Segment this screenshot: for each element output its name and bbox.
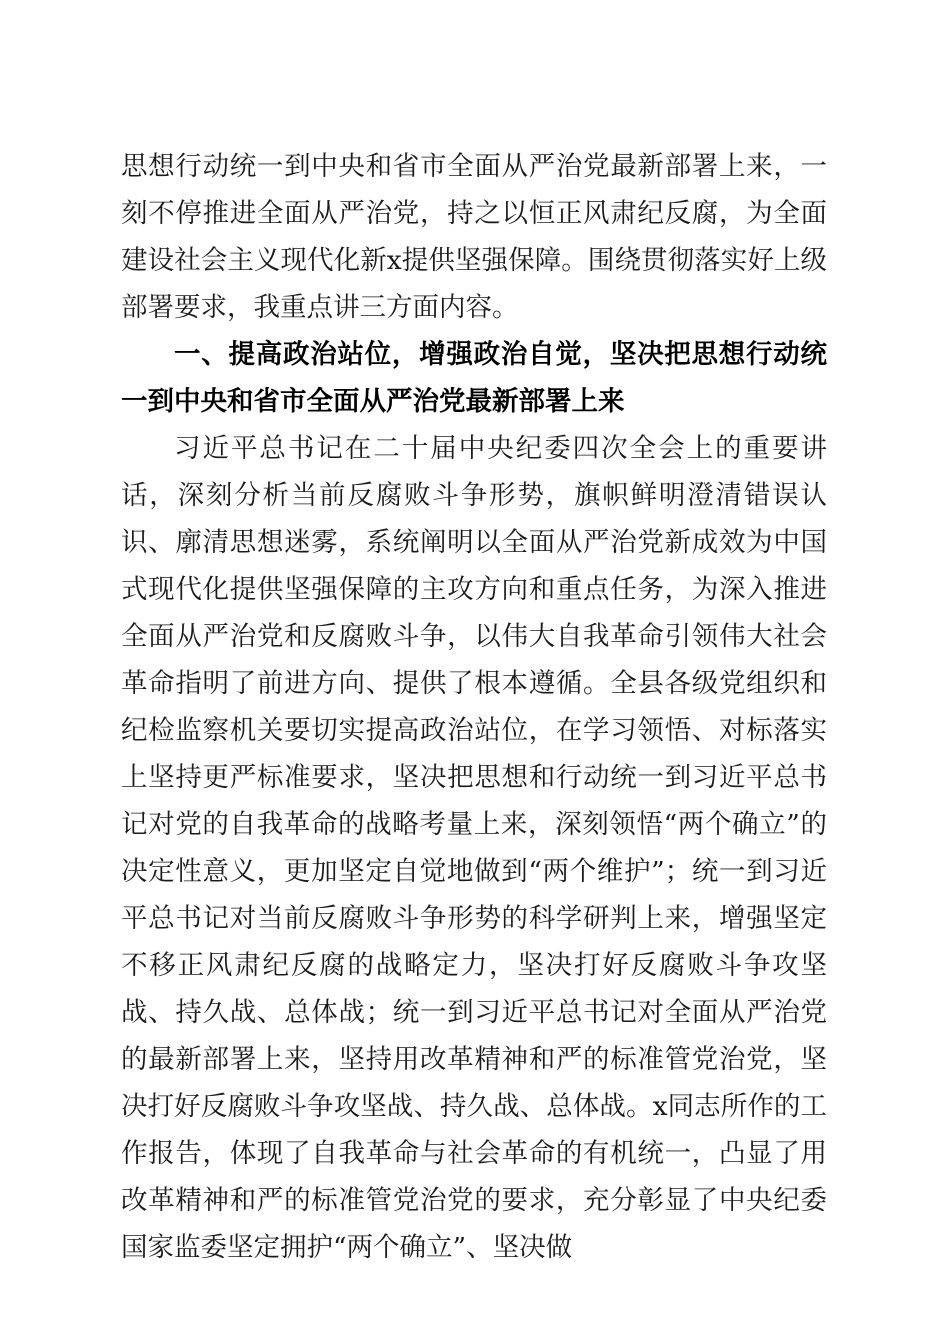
body-paragraph: 习近平总书记在二十届中央纪委四次全会上的重要讲话，深刻分析当前反腐败斗争形势，旗帜鲜明澄清错误认识、廓清思想迷雾，系统阐明以全面从严治党新成效为中国式现代化提供坚强保障的主攻方向和重点任务，为深入推进全面从严治党和反腐败斗争，以伟大自我革命引领伟大社会革命指明了前进方向、提供了根本遵循。全县各级党组织和纪检监察机关要切实提高政治站位，在学习领悟、对标落实上坚持更严标准要求，坚决把思想和行动统一到习近平总书记对党的自我革命的战略考量上来，深刻领悟“两个确立”的决定性意义，更加坚定自觉地做到“两个维护”；统一到习近平总书记对当前反腐败斗争形势的科学研判上来，增强坚定不移正风肃纪反腐的战略定力，坚决打好反腐败斗争攻坚战、持久战、总体战；统一到习近平总书记对全面从严治党的最新部署上来，坚持用改革精神和严的标准管党治党，坚决打好反腐败斗争攻坚战、持久战、总体战。x同志所作的工作报告，体现了自我革命与社会革命的有机统一，凸显了用改革精神和严的标准管党治党的要求，充分彰显了中央纪委国家监委坚定拥护“两个确立”、坚决做: [121, 433, 827, 1263]
section-heading: 一、提高政治站位，增强政治自觉，坚决把思想行动统一到中央和省市全面从严治党最新部署上来: [121, 339, 827, 417]
intro-paragraph: 思想行动统一到中央和省市全面从严治党最新部署上来，一刻不停推进全面从严治党，持之以恒正风肃纪反腐，为全面建设社会主义现代化新x提供坚强保障。围绕贯彻落实好上级部署要求，我重点讲三方面内容。: [121, 151, 827, 323]
